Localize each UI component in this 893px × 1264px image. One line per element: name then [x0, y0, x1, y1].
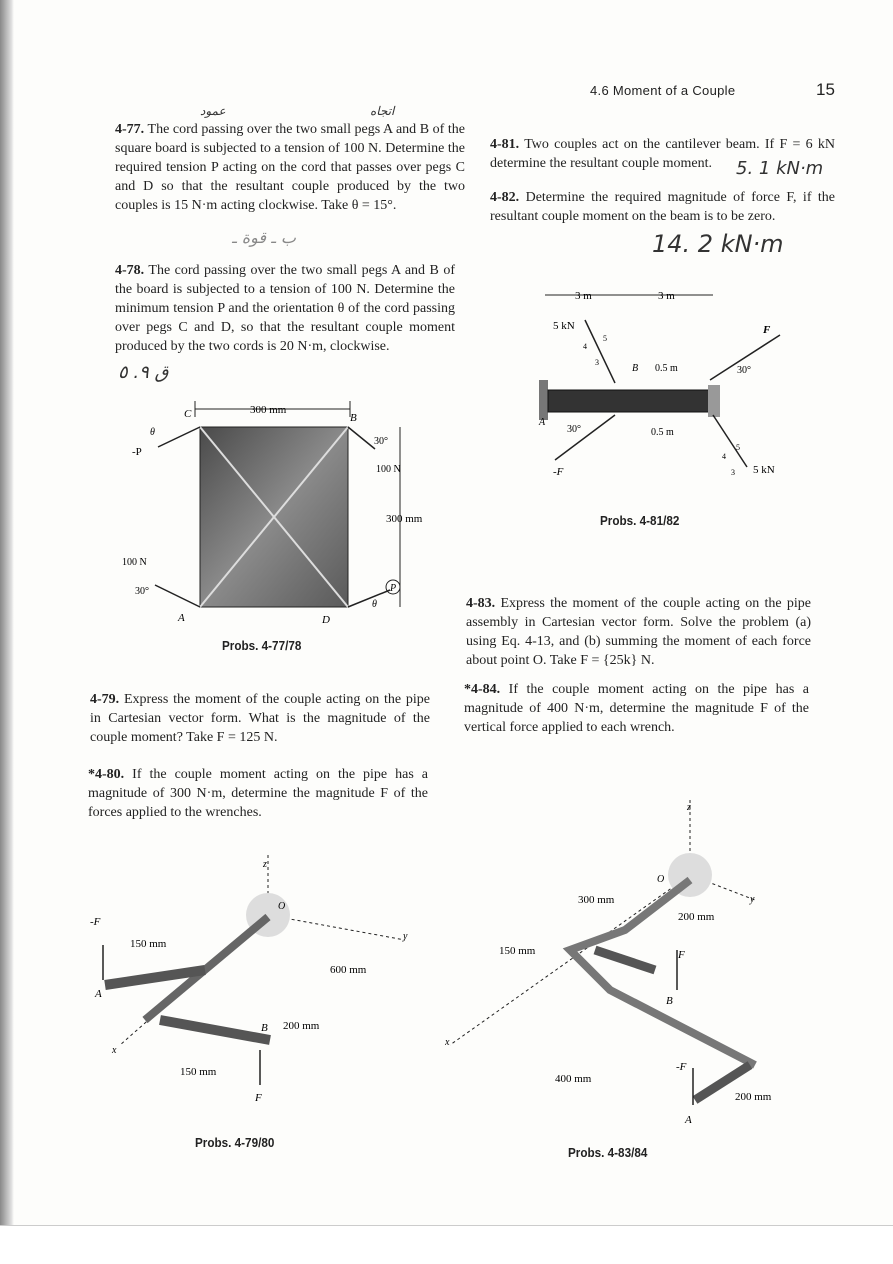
peg-label: D: [322, 614, 330, 626]
dim: 200 mm: [283, 1020, 320, 1032]
problem-number: *4-80.: [88, 767, 125, 782]
label-force: 100 N: [122, 557, 147, 568]
problem-text: The cord passing over the two small pegs A and B of the board is subjected to a tension of 100 N. Determine the minimum tension P and the orientation θ of the cord passing over pegs C and D, so that the resultant couple moment produced by the two cords is 20 N·m, clockwise.: [115, 263, 455, 354]
force-arrow: [555, 415, 615, 460]
figure-caption: Probs. 4-79/80: [195, 1135, 275, 1150]
pipe: [570, 880, 755, 1065]
cord: [348, 427, 375, 449]
label-angle: 30°: [567, 424, 581, 435]
cord: [155, 585, 200, 607]
figure-pipe-assembly: [445, 800, 805, 1140]
problem-4-83: [466, 594, 811, 670]
dim: 400 mm: [555, 1073, 592, 1085]
axis-label: y: [403, 931, 408, 942]
dim: 150 mm: [499, 945, 536, 957]
force-arrow: [585, 320, 615, 383]
label-load: 5 kN: [553, 320, 575, 332]
dim: 300 mm: [578, 894, 615, 906]
point-label: A: [685, 1114, 692, 1126]
wrench: [160, 1020, 270, 1040]
peg-label: A: [178, 612, 185, 624]
problem-number: *4-84.: [464, 682, 501, 697]
label-F: -F: [553, 466, 564, 478]
handwritten-note: ب ـ قوة ـ: [232, 228, 296, 247]
problem-4-82: [490, 188, 835, 226]
figure-caption: Probs. 4-77/78: [222, 638, 302, 653]
page-number: 15: [816, 80, 835, 99]
problem-4-81: [490, 135, 835, 173]
label-force: 100 N: [376, 464, 401, 475]
label-F: -F: [676, 1061, 687, 1073]
slope-label: 4: [583, 342, 587, 351]
handwritten-note: 5. 1 kN·m: [736, 158, 824, 179]
pipe: [145, 917, 268, 1020]
dim: 150 mm: [130, 938, 167, 950]
problem-text: Determine the required magnitude of force F, if the resultant couple moment on the beam is to be zero.: [490, 190, 835, 224]
handwritten-note: عمود: [200, 104, 226, 118]
axis-label: x: [112, 1045, 117, 1056]
label-force: P: [390, 583, 397, 594]
dim: 3 m: [575, 290, 592, 302]
cord: [158, 427, 200, 447]
problem-number: 4-79.: [90, 692, 120, 707]
label-F: -F: [90, 916, 101, 928]
label-angle: 30°: [374, 436, 388, 447]
problem-number: 4-83.: [466, 596, 496, 611]
cord: [348, 590, 390, 607]
point-label: B: [261, 1022, 268, 1034]
axis-label: z: [687, 802, 691, 813]
slope-label: 5: [603, 334, 607, 343]
point-label: B: [632, 363, 639, 374]
problem-text: Two couples act on the cantilever beam. If F = 6 kN determine the resultant couple moment.: [490, 137, 836, 171]
dim: 0.5 m: [655, 363, 678, 374]
scan-shadow: [0, 0, 14, 1263]
slope-label: 3: [595, 358, 599, 367]
problem-text: Express the moment of the couple acting on the pipe in Cartesian vector form. What is the magnitude of the couple moment? Take F = 125 N.: [90, 692, 431, 745]
dim: 200 mm: [678, 911, 715, 923]
problem-number: 4-81.: [490, 137, 520, 152]
problem-4-79: [90, 690, 430, 747]
point-label: O: [657, 874, 665, 885]
label-angle: 30°: [135, 586, 149, 597]
axis-label: z: [263, 859, 267, 870]
wall: [539, 380, 548, 420]
problem-4-78: [115, 261, 455, 356]
problem-4-84: [464, 680, 809, 737]
peg-label: C: [184, 408, 192, 420]
handwritten-note: ق ٩. ٥: [118, 362, 169, 383]
problem-4-77: [115, 120, 465, 215]
figure-pipe-wrenches: [85, 855, 425, 1125]
point-label: A: [95, 988, 102, 1000]
label-angle: 30°: [737, 365, 751, 376]
axis-label: x: [445, 1037, 450, 1048]
dim: 600 mm: [330, 964, 367, 976]
dim-height: 300 mm: [386, 513, 423, 525]
slope-label: 5: [736, 443, 740, 452]
axis-label: y: [750, 894, 755, 905]
section-header: 4.6 Moment of a Couple: [590, 83, 736, 98]
point-label: A: [539, 417, 546, 428]
figure-caption: Probs. 4-83/84: [568, 1145, 648, 1160]
label-F: F: [255, 1092, 262, 1104]
dim: 150 mm: [180, 1066, 217, 1078]
point-label: O: [278, 901, 286, 912]
problem-text: Express the moment of the couple acting on the pipe assembly in Cartesian vector form. Solve the problem (a) using Eq. 4-13, and (b) summing the moment of each force about point O. Take F = {25k} N.: [466, 596, 812, 668]
figure-cantilever-beam: [525, 285, 845, 495]
slope-label: 4: [722, 452, 726, 461]
axis: [450, 875, 690, 1045]
beam: [548, 390, 718, 412]
label-theta: θ: [150, 427, 155, 438]
problem-text: If the couple moment acting on the pipe has a magnitude of 400 N·m, determine the magnitude F of the vertical force applied to each wrench.: [464, 682, 810, 735]
problem-number: 4-78.: [115, 263, 145, 278]
point-label: B: [666, 995, 673, 1007]
figure-square-board: [110, 395, 430, 635]
slope-label: 3: [731, 468, 735, 477]
dim-width: 300 mm: [250, 404, 287, 416]
handwritten-note: اتجاه: [370, 104, 395, 118]
peg-label: B: [350, 412, 357, 424]
force-arrow: [713, 415, 747, 467]
handwritten-note: 14. 2 kN·m: [652, 230, 784, 258]
label-theta: θ: [372, 599, 377, 610]
label-force: -P: [132, 446, 142, 458]
problem-text: The cord passing over the two small pegs A and B of the square board is subjected to a tension of 100 N. Determine the required tension P acting on the cord that passes over pegs C and D so that the resultant couple produced by the two couples is 15 N·m acting clockwise. Take θ = 15°.: [115, 122, 466, 213]
label-F: F: [678, 949, 685, 961]
dim: 3 m: [658, 290, 675, 302]
dim: 0.5 m: [651, 427, 674, 438]
dim: 200 mm: [735, 1091, 772, 1103]
figure-caption: Probs. 4-81/82: [600, 513, 680, 528]
problem-4-80: [88, 765, 428, 822]
problem-text: If the couple moment acting on the pipe has a magnitude of 300 N·m, determine the magnitude F of the forces applied to the wrenches.: [88, 767, 429, 820]
label-F: F: [763, 324, 771, 336]
page-bottom-edge: [0, 1225, 893, 1264]
label-load: 5 kN: [753, 464, 775, 476]
problem-number: 4-77.: [115, 122, 145, 137]
problem-number: 4-82.: [490, 190, 520, 205]
wrench: [595, 950, 655, 970]
